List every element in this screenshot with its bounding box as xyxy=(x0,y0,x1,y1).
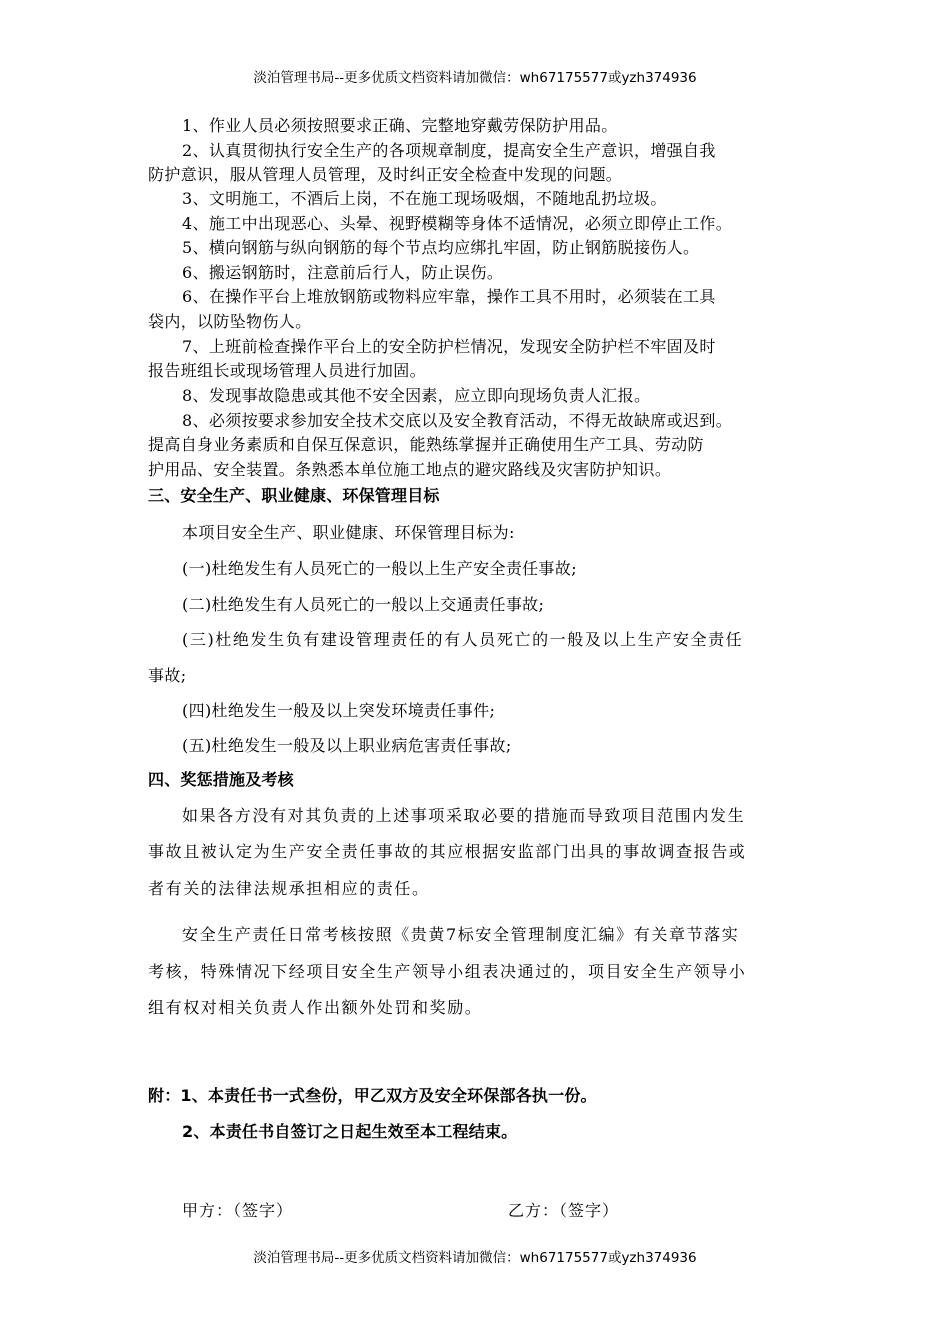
section-4-heading: 四、奖惩措施及考核 xyxy=(148,770,294,789)
rule-7-line-1: 7、上班前检查操作平台上的安全防护栏情况，发现安全防护栏不牢固及时 xyxy=(182,337,716,356)
attachment-note-2: 2、本责任书自签订之日起生效至本工程结束。 xyxy=(182,1122,518,1141)
penalty-para-2-line-1: 安全生产责任日常考核按照《贵黄7标安全管理制度汇编》有关章节落实 xyxy=(182,925,740,944)
rule-1: 1、作业人员必须按照要求正确、完整地穿戴劳保防护用品。 xyxy=(182,116,618,135)
goal-4: (四)杜绝发生一般及以上突发环境责任事件; xyxy=(182,701,496,720)
goal-intro: 本项目安全生产、职业健康、环保管理目标为: xyxy=(182,523,515,542)
party-a-signature: 甲方：（签字） xyxy=(182,1201,294,1220)
rule-2-line-1: 2、认真贯彻执行安全生产的各项规章制度，提高安全生产意识，增强自我 xyxy=(182,141,716,160)
penalty-para-2-line-2: 考核，特殊情况下经项目安全生产领导小组表决通过的，项目安全生产领导小 xyxy=(148,962,747,981)
penalty-para-1-line-2: 事故且被认定为生产安全责任事故的其应根据安监部门出具的事故调查报告或 xyxy=(148,842,747,861)
goal-3-line-2: 事故; xyxy=(148,666,187,685)
goal-2: (二)杜绝发生有人员死亡的一般以上交通责任事故; xyxy=(182,595,545,614)
rule-8: 8、发现事故隐患或其他不安全因素，应立即向现场负责人汇报。 xyxy=(182,386,651,405)
rule-6b-line-2: 袋内，以防坠物伤人。 xyxy=(148,312,312,331)
section-3-heading: 三、安全生产、职业健康、环保管理目标 xyxy=(148,486,440,505)
attachment-note-1: 附：1、本责任书一式叁份，甲乙双方及安全环保部各执一份。 xyxy=(148,1086,597,1105)
rule-7-line-2: 报告班组长或现场管理人员进行加固。 xyxy=(148,361,426,380)
rule-4: 4、施工中出现恶心、头晕、视野模糊等身体不适情况，必须立即停止工作。 xyxy=(182,214,733,233)
rule-9-line-1: 8、必须按要求参加安全技术交底以及安全教育活动，不得无故缺席或迟到。 xyxy=(182,411,733,430)
rule-2-line-2: 防护意识，服从管理人员管理，及时纠正安全检查中发现的问题。 xyxy=(148,165,623,184)
page-footer-watermark: 淡泊管理书局--更多优质文档资料请加微信：wh67175577或yzh374936 xyxy=(253,1250,697,1266)
penalty-para-2-line-3: 组有权对相关负责人作出额外处罚和奖励。 xyxy=(148,998,483,1017)
rule-3: 3、文明施工，不酒后上岗，不在施工现场吸烟，不随地乱扔垃圾。 xyxy=(182,189,667,208)
penalty-para-1-line-1: 如果各方没有对其负责的上述事项采取必要的措施而导致项目范围内发生 xyxy=(182,806,746,825)
goal-3-line-1: (三)杜绝发生负有建设管理责任的有人员死亡的一般及以上生产安全责任 xyxy=(182,630,744,649)
goal-5: (五)杜绝发生一般及以上职业病危害责任事故; xyxy=(182,736,512,755)
goal-1: (一)杜绝发生有人员死亡的一般以上生产安全责任事故; xyxy=(182,559,577,578)
rule-9-line-2: 提高自身业务素质和自保互保意识，能熟练掌握并正确使用生产工具、劳动防 xyxy=(148,435,704,454)
page-header-watermark: 淡泊管理书局--更多优质文档资料请加微信：wh67175577或yzh374936 xyxy=(253,70,697,86)
rule-5: 5、横向钢筋与纵向钢筋的每个节点均应绑扎牢固，防止钢筋脱接伤人。 xyxy=(182,238,700,257)
penalty-para-1-line-3: 者有关的法律法规承担相应的责任。 xyxy=(148,879,430,898)
party-b-signature: 乙方：（签字） xyxy=(508,1201,620,1220)
rule-6b-line-1: 6、在操作平台上堆放钢筋或物料应牢靠，操作工具不用时，必须装在工具 xyxy=(182,287,716,306)
rule-6: 6、搬运钢筋时，注意前后行人，防止误伤。 xyxy=(182,263,504,282)
rule-9-line-3: 护用品、安全装置。条熟悉本单位施工地点的避灾路线及灾害防护知识。 xyxy=(148,460,672,479)
